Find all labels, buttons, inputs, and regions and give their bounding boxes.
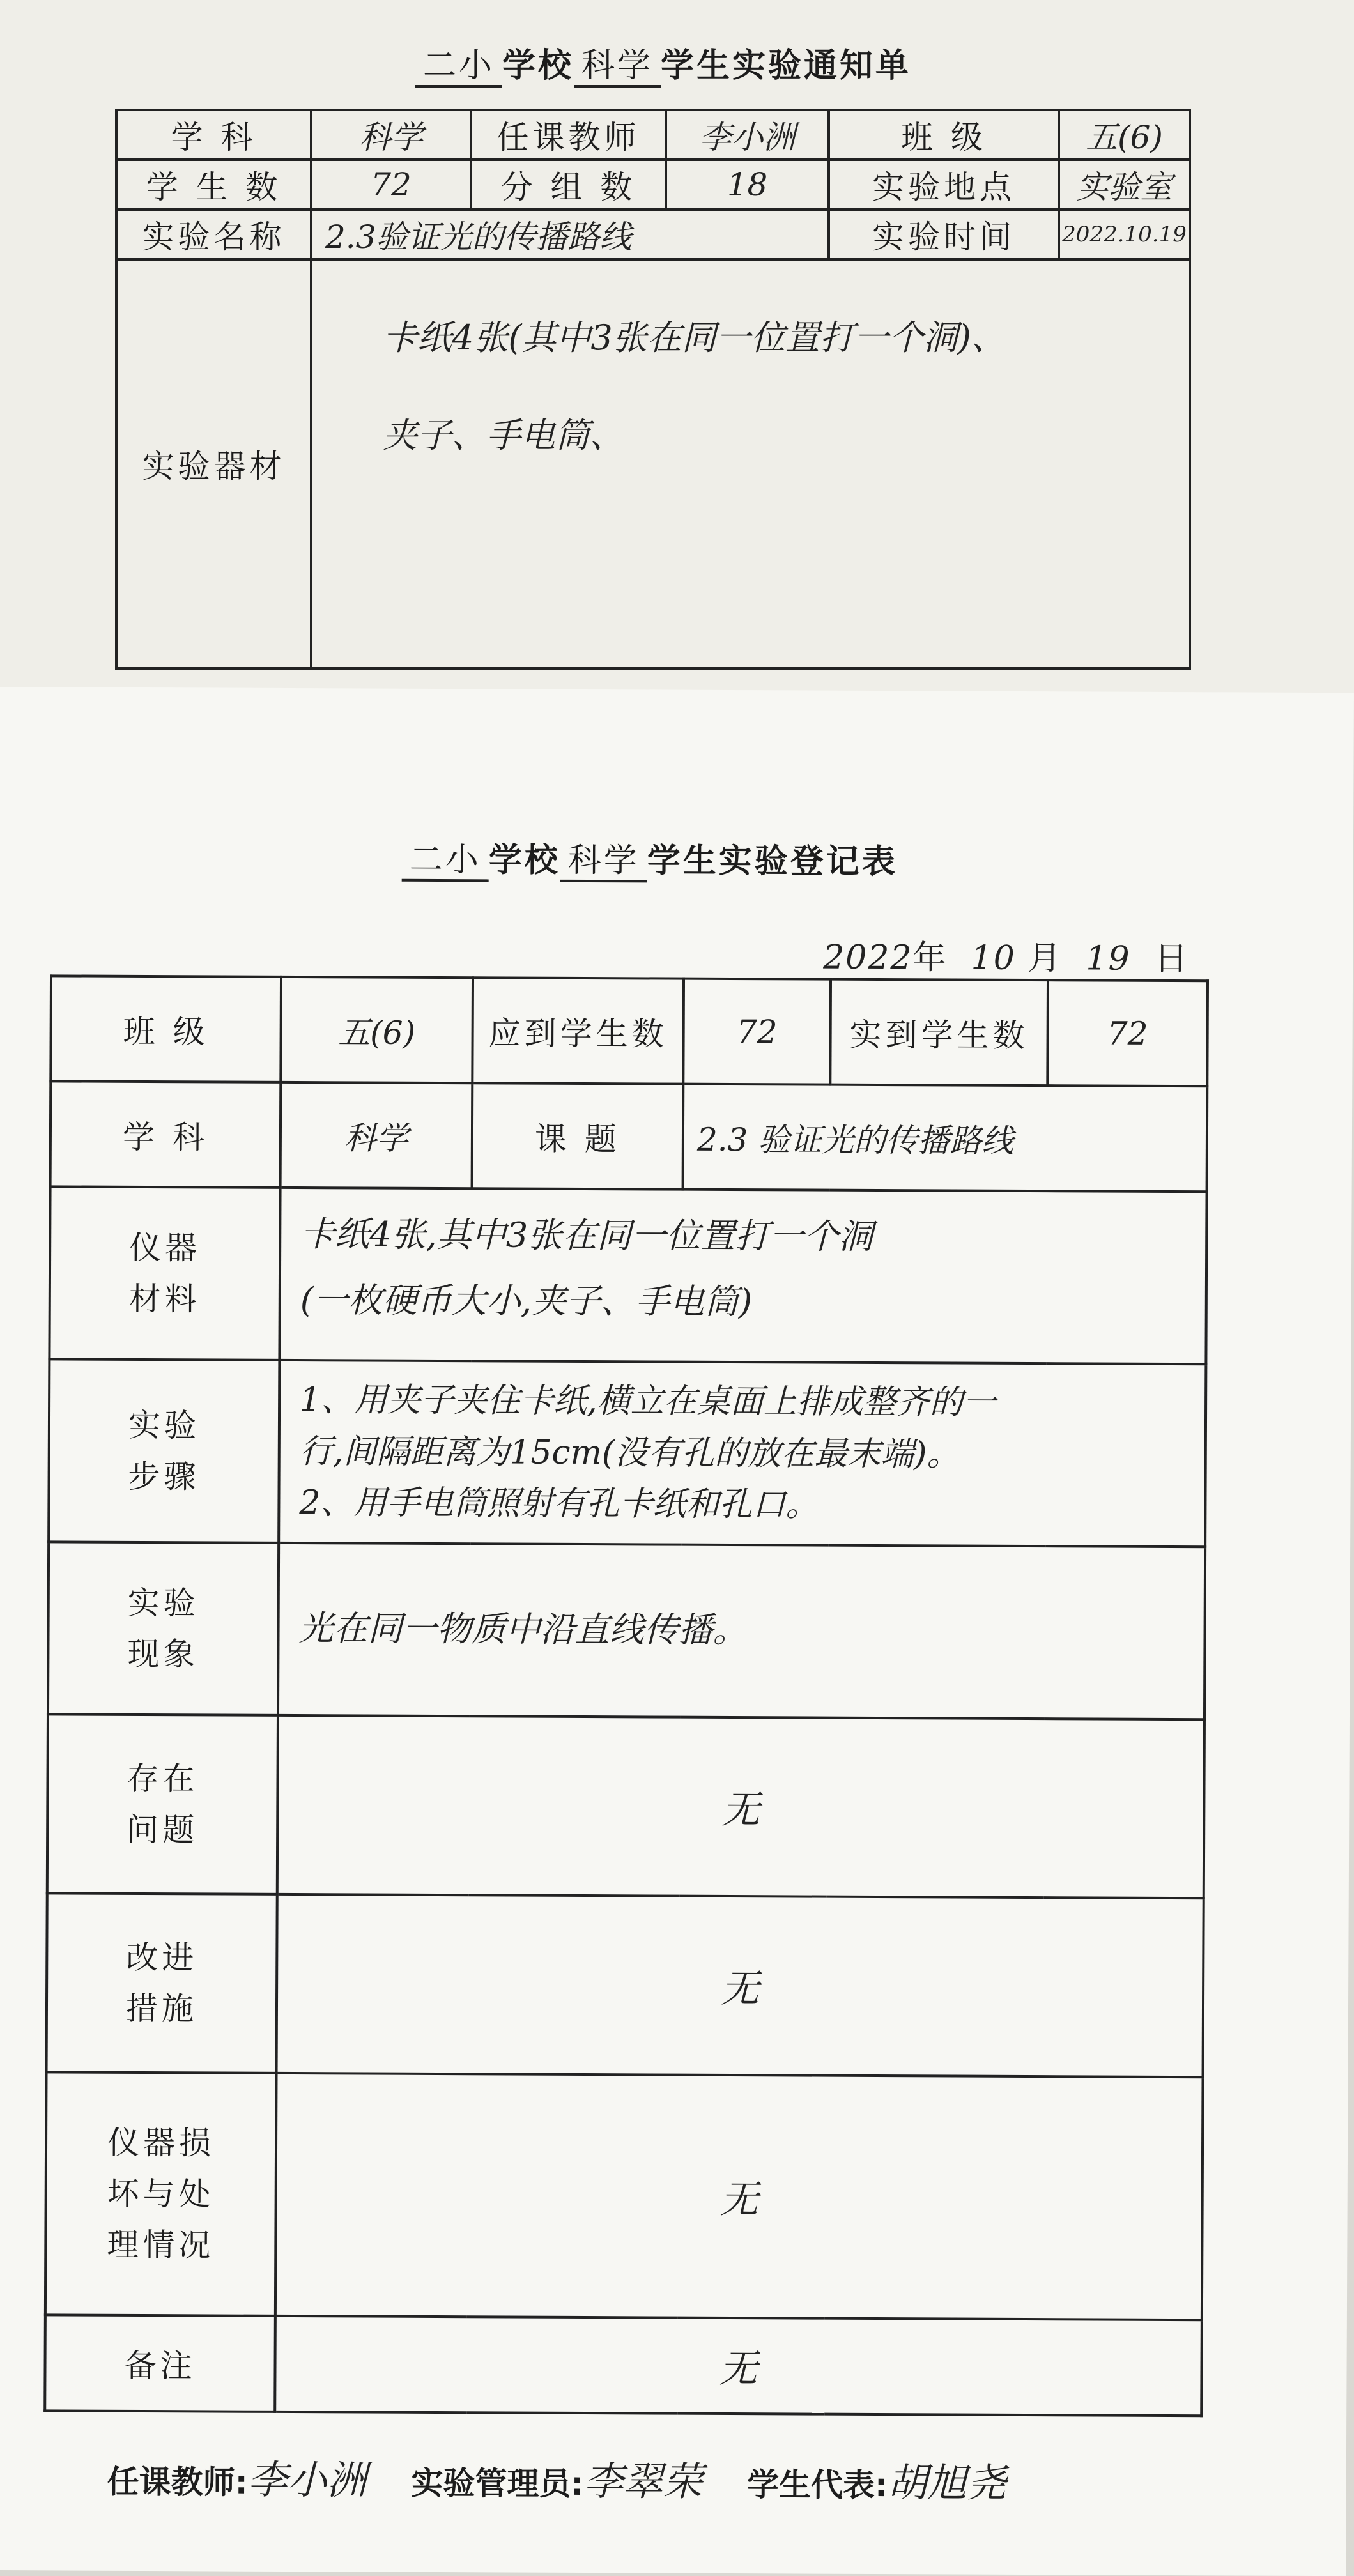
record-steps-value — [279, 1360, 1206, 1547]
notice-teacher-value: 李小洲 — [666, 110, 829, 160]
record-damage-label-1: 仪器损 — [107, 2124, 215, 2162]
record-signatures — [107, 2448, 1007, 2508]
notice-equipment-line2: 夹子、手电筒、 — [383, 415, 624, 456]
record-phenomenon-value: 光在同一物质中沿直线传播。 — [278, 1543, 1205, 1719]
record-topic-value: 2.3 验证光的传播路线 — [683, 1084, 1208, 1192]
notice-subject-value: 科学 — [311, 110, 471, 160]
record-date-month: 10 — [971, 939, 1016, 977]
notice-location-value: 实验室 — [1059, 160, 1190, 210]
record-date-day: 19 — [1086, 939, 1131, 978]
record-subject: 科学 — [560, 841, 647, 883]
record-sheet — [0, 687, 1354, 2576]
record-damage-label-2: 坏与处 — [107, 2175, 215, 2213]
record-problems-label-2: 问题 — [127, 1811, 199, 1849]
notice-group-count-value: 18 — [666, 160, 829, 210]
student-rep-signature: 胡旭尧 — [887, 2459, 1007, 2506]
record-actual-value: 72 — [1047, 980, 1208, 1086]
record-phenomenon-label — [48, 1542, 279, 1715]
record-date-month-label: 月 — [1027, 939, 1063, 978]
record-steps-line2: 行,间隔距离为15cm(没有孔的放在最末端)。 — [299, 1432, 960, 1474]
record-school-suffix: 学校 — [488, 841, 560, 880]
record-problems-label-1: 存在 — [127, 1759, 199, 1798]
record-phenomenon-label-2: 现象 — [127, 1635, 199, 1673]
record-class-label: 班 级 — [50, 976, 281, 1082]
record-date-year-label: 年 — [912, 939, 948, 977]
record-instruments-line1: 卡纸4张,其中3张在同一位置打一个洞 — [300, 1214, 873, 1257]
record-instruments-value — [279, 1188, 1206, 1364]
record-damage-value: 无 — [275, 2073, 1203, 2320]
record-improvement-value: 无 — [277, 1894, 1204, 2077]
record-expected-value: 72 — [683, 979, 831, 1085]
record-instruments-label — [49, 1186, 280, 1360]
record-steps-line1: 1、用夹子夹住卡纸,横立在桌面上排成整齐的一 — [300, 1381, 996, 1422]
record-date-year: 2022 — [823, 938, 913, 977]
record-instruments-label-2: 材料 — [128, 1280, 201, 1318]
manager-signature: 李翠荣 — [583, 2458, 703, 2505]
record-remarks-label: 备注 — [45, 2315, 275, 2412]
record-remarks-value: 无 — [275, 2316, 1202, 2416]
notice-equipment-value — [311, 259, 1190, 668]
record-steps-label — [49, 1359, 279, 1542]
record-subject-label: 学 科 — [50, 1081, 281, 1188]
record-table — [43, 974, 1209, 2417]
record-class-value: 五(6) — [281, 977, 473, 1083]
notice-location-label: 实验地点 — [829, 160, 1059, 210]
notice-school: 二小 — [415, 47, 502, 88]
notice-teacher-label: 任课教师 — [471, 110, 666, 160]
record-title — [402, 832, 898, 882]
record-school: 二小 — [402, 841, 489, 882]
record-date — [823, 930, 1189, 979]
notice-student-count-value: 72 — [311, 160, 471, 210]
record-steps-label-1: 实验 — [128, 1406, 201, 1445]
record-date-day-label: 日 — [1154, 939, 1189, 979]
notice-experiment-time-value: 2022.10.19 — [1059, 210, 1190, 259]
teacher-signature: 李小洲 — [247, 2456, 367, 2504]
record-actual-label: 实到学生数 — [830, 979, 1048, 1085]
notice-group-count-label: 分 组 数 — [471, 160, 666, 210]
record-improvement-label-1: 改进 — [126, 1938, 198, 1977]
record-steps-label-2: 步骤 — [128, 1457, 200, 1496]
notice-equipment-line1: 卡纸4张(其中3张在同一位置打一个洞)、 — [383, 318, 1006, 358]
notice-equipment-label: 实验器材 — [116, 259, 311, 668]
student-rep-signature-label: 学生代表: — [746, 2466, 888, 2504]
notice-experiment-name-label: 实验名称 — [116, 210, 311, 259]
notice-experiment-name-value: 2.3验证光的传播路线 — [311, 210, 829, 259]
record-instruments-line2: (一枚硬币大小,夹子、手电筒) — [300, 1279, 753, 1322]
record-damage-label — [45, 2072, 277, 2316]
notice-subject-label: 学 科 — [116, 110, 311, 160]
record-problems-label — [47, 1714, 278, 1894]
notice-experiment-time-label: 实验时间 — [829, 210, 1059, 259]
manager-signature-label: 实验管理员: — [411, 2464, 584, 2503]
record-damage-label-3: 理情况 — [107, 2226, 215, 2264]
teacher-signature-label: 任课教师: — [107, 2463, 248, 2501]
record-expected-label: 应到学生数 — [472, 977, 684, 1084]
notice-school-suffix: 学校 — [502, 47, 574, 85]
notice-sheet — [0, 0, 1354, 696]
record-subject-value: 科学 — [281, 1082, 473, 1188]
notice-title — [415, 38, 911, 86]
notice-class-label: 班 级 — [829, 110, 1059, 160]
record-title-suffix: 学生实验登记表 — [647, 841, 898, 882]
notice-student-count-label: 学 生 数 — [116, 160, 311, 210]
notice-subject: 科学 — [574, 47, 661, 88]
record-steps-line3: 2、用手电筒照射有孔卡纸和孔口。 — [299, 1483, 819, 1524]
record-improvement-label-2: 措施 — [125, 1989, 198, 2028]
record-improvement-label — [47, 1893, 277, 2073]
record-topic-label: 课 题 — [472, 1083, 684, 1189]
record-instruments-label-1: 仪器 — [129, 1229, 201, 1267]
notice-title-suffix: 学生实验通知单 — [661, 47, 912, 85]
record-phenomenon-label-1: 实验 — [127, 1584, 199, 1622]
record-problems-value: 无 — [277, 1715, 1204, 1898]
notice-table — [115, 109, 1191, 670]
notice-class-value: 五(6) — [1059, 110, 1190, 160]
